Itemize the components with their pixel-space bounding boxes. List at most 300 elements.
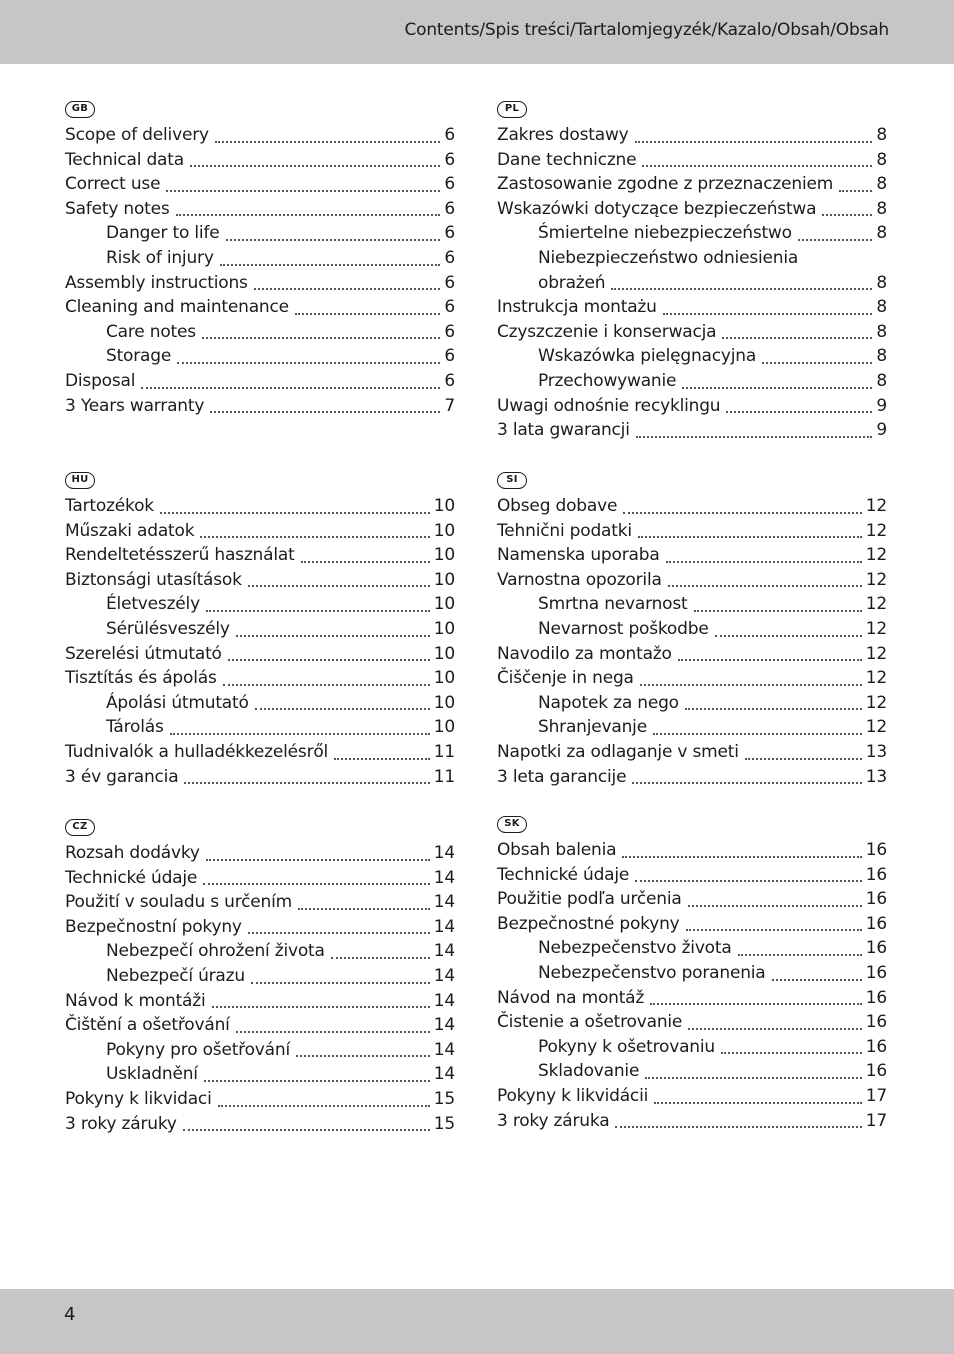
toc-entry-page: 14 — [433, 941, 455, 962]
toc-entry-label: Navodilo za montažo — [497, 643, 672, 664]
dot-leader — [666, 561, 862, 563]
toc-entry-page: 6 — [444, 272, 455, 293]
dot-leader — [645, 1077, 862, 1079]
toc-entry — [497, 1109, 887, 1134]
toc-section-sk — [497, 811, 887, 1133]
toc-entry-label: Safety notes — [65, 198, 170, 219]
toc-entry-label: Életveszély — [106, 594, 200, 615]
toc-entry-label: Namenska uporaba — [497, 545, 660, 566]
dot-leader — [688, 1028, 862, 1030]
dot-leader — [206, 610, 430, 612]
toc-entry-page: 6 — [444, 346, 455, 367]
toc-entry — [65, 1062, 455, 1087]
toc-entry — [65, 494, 455, 519]
toc-entry — [65, 592, 455, 617]
toc-entry-label: Pokyny k likvidaci — [65, 1088, 212, 1109]
toc-entry — [65, 320, 455, 345]
dot-leader — [236, 635, 430, 637]
dot-leader — [694, 610, 862, 612]
toc-entry — [65, 148, 455, 173]
dot-leader — [226, 239, 441, 241]
toc-entry-page: 16 — [865, 864, 887, 885]
toc-entry — [65, 691, 455, 716]
dot-leader — [772, 979, 862, 981]
dot-leader — [635, 141, 873, 143]
toc-list — [497, 838, 887, 1133]
toc-entry-page: 8 — [876, 272, 887, 293]
toc-entry-label: Scope of delivery — [65, 125, 209, 145]
toc-entry — [497, 271, 887, 296]
toc-entry-label: 3 lata gwarancji — [497, 420, 630, 441]
toc-entry-page: 10 — [433, 569, 455, 590]
toc-entry-label: 3 leta garancije — [497, 766, 627, 787]
page-number: 4 — [64, 1304, 76, 1325]
toc-entry-page: 11 — [433, 741, 455, 762]
dot-leader — [822, 214, 872, 216]
toc-entry-page: 10 — [433, 618, 455, 639]
toc-entry-page: 11 — [433, 766, 455, 787]
toc-entry — [65, 866, 455, 891]
dot-leader — [622, 856, 861, 858]
toc-entry — [65, 715, 455, 740]
toc-entry-label: Biztonsági utasítások — [65, 569, 242, 590]
toc-entry — [65, 568, 455, 593]
toc-entry — [497, 1010, 887, 1035]
dot-leader — [251, 982, 430, 984]
dot-leader — [738, 954, 862, 956]
toc-entry-page: 6 — [444, 370, 455, 391]
dot-leader — [678, 659, 862, 661]
toc-entry-label: Niebezpieczeństwo odniesienia — [538, 247, 799, 268]
toc-entry — [497, 715, 887, 740]
toc-entry — [497, 642, 887, 667]
toc-entry-label: Correct use — [65, 174, 161, 195]
toc-entry-label: obrażeń — [538, 272, 606, 293]
toc-entry-page: 16 — [865, 1012, 887, 1033]
toc-section-cz — [65, 814, 455, 1136]
toc-entry-label: Skladovanie — [538, 1061, 640, 1082]
toc-entry — [65, 964, 455, 989]
toc-entry — [497, 418, 887, 443]
toc-entry-page: 12 — [865, 520, 887, 541]
dot-leader — [623, 512, 862, 514]
dot-leader — [248, 932, 430, 934]
dot-leader — [334, 758, 430, 760]
toc-entry — [497, 1059, 887, 1084]
toc-entry-page: 9 — [876, 420, 887, 441]
toc-list — [65, 841, 455, 1136]
toc-entry — [65, 519, 455, 544]
toc-entry — [497, 519, 887, 544]
dot-leader — [331, 957, 430, 959]
toc-entry-page: 6 — [444, 149, 455, 170]
dot-leader — [183, 1129, 430, 1131]
dot-leader — [210, 411, 440, 413]
toc-entry — [497, 197, 887, 222]
toc-list — [65, 494, 455, 789]
toc-entry-page: 6 — [444, 223, 455, 244]
toc-entry-label: Szerelési útmutató — [65, 643, 222, 664]
toc-entry-label: Instrukcja montażu — [497, 297, 657, 318]
dot-leader — [220, 264, 441, 266]
dot-leader — [204, 1080, 430, 1082]
toc-entry-label: Napotki za odlaganje v smeti — [497, 741, 739, 762]
toc-entry — [497, 148, 887, 173]
toc-entry-page: 12 — [865, 545, 887, 566]
toc-entry-label: Rendeltetésszerű használat — [65, 545, 295, 566]
toc-entry-page: 12 — [865, 594, 887, 615]
toc-entry — [65, 939, 455, 964]
toc-entry-label: Zastosowanie zgodne z przeznaczeniem — [497, 174, 834, 195]
toc-entry-page: 15 — [433, 1088, 455, 1109]
dot-leader — [654, 1102, 862, 1104]
toc-entry — [497, 838, 887, 863]
toc-entry-label: Technical data — [65, 149, 184, 170]
toc-entry-page: 14 — [433, 892, 455, 913]
toc-entry — [65, 1013, 455, 1038]
toc-entry-label: Tárolás — [106, 717, 164, 738]
toc-entry-page: 6 — [444, 174, 455, 195]
dot-leader — [611, 288, 872, 290]
toc-entry — [497, 863, 887, 888]
dot-leader — [726, 411, 872, 413]
dot-leader — [236, 1031, 430, 1033]
toc-entry-page: 8 — [876, 125, 887, 145]
toc-entry — [65, 666, 455, 691]
toc-entry-page: 6 — [444, 297, 455, 318]
toc-entry — [65, 989, 455, 1014]
toc-entry-label: Nebezpečí úrazu — [106, 965, 245, 986]
toc-entry — [497, 740, 887, 765]
toc-entry-page: 14 — [433, 1064, 455, 1085]
dot-leader — [218, 1105, 430, 1107]
toc-entry-page: 10 — [433, 545, 455, 566]
toc-entry — [497, 369, 887, 394]
toc-entry-page: 14 — [433, 965, 455, 986]
toc-entry — [497, 592, 887, 617]
header-bar — [0, 0, 954, 64]
toc-entry-label: Tisztítás és ápolás — [65, 668, 217, 689]
dot-leader — [202, 337, 440, 339]
toc-list — [497, 123, 887, 443]
country-badge-si: SI — [497, 472, 527, 489]
toc-entry — [65, 271, 455, 296]
toc-entry-page: 10 — [433, 496, 455, 516]
dot-leader — [721, 1052, 862, 1054]
toc-entry — [497, 494, 887, 519]
toc-entry-label: Wskazówki dotyczące bezpieczeństwa — [497, 198, 817, 219]
toc-entry-page: 8 — [876, 149, 887, 170]
toc-entry — [65, 642, 455, 667]
toc-entry-label: Przechowywanie — [538, 370, 677, 391]
toc-entry — [497, 123, 887, 148]
country-badge-hu: HU — [65, 472, 95, 489]
toc-entry — [497, 172, 887, 197]
toc-entry-label: Uwagi odnośnie recyklingu — [497, 395, 721, 416]
country-badge-cz: CZ — [65, 819, 95, 836]
dot-leader — [254, 288, 441, 290]
toc-entry — [65, 123, 455, 148]
toc-entry — [65, 295, 455, 320]
dot-leader — [632, 782, 861, 784]
dot-leader — [640, 684, 862, 686]
toc-entry — [497, 394, 887, 419]
toc-entry-page: 6 — [444, 198, 455, 219]
toc-section-gb — [65, 96, 455, 418]
toc-entry-label: Risk of injury — [106, 247, 214, 268]
toc-entry — [497, 666, 887, 691]
toc-entry-page: 8 — [876, 223, 887, 244]
dot-leader — [663, 313, 873, 315]
dot-leader — [638, 536, 862, 538]
toc-entry-label: Čistenie a ošetrovanie — [497, 1012, 683, 1033]
dot-leader — [223, 684, 430, 686]
toc-entry-label: Assembly instructions — [65, 272, 248, 293]
toc-entry-page: 8 — [876, 346, 887, 367]
country-badge-gb: GB — [65, 101, 95, 118]
toc-entry-page: 12 — [865, 643, 887, 664]
toc-entry-label: Storage — [106, 346, 172, 367]
toc-entry — [497, 617, 887, 642]
toc-entry-page: 16 — [865, 840, 887, 860]
dot-leader — [184, 782, 429, 784]
dot-leader — [296, 1055, 430, 1057]
toc-entry-label: Uskladnění — [106, 1064, 198, 1085]
toc-entry-page: 17 — [865, 1085, 887, 1106]
toc-entry — [65, 197, 455, 222]
dot-leader — [798, 239, 873, 241]
toc-section-hu — [65, 467, 455, 789]
dot-leader — [200, 536, 429, 538]
toc-entry-label: Bezpečnostné pokyny — [497, 913, 680, 934]
dot-leader — [635, 880, 862, 882]
toc-entry-page: 13 — [865, 741, 887, 762]
toc-entry-page: 16 — [865, 938, 887, 959]
toc-entry-label: Nebezpečí ohrožení života — [106, 941, 325, 962]
toc-entry-page: 16 — [865, 962, 887, 983]
country-badge-pl: PL — [497, 101, 527, 118]
dot-leader — [228, 659, 430, 661]
toc-entry-page: 13 — [865, 766, 887, 787]
toc-entry-label: Čištění a ošetřování — [65, 1015, 230, 1036]
toc-entry — [65, 617, 455, 642]
dot-leader — [686, 929, 862, 931]
toc-entry-page: 14 — [433, 916, 455, 937]
toc-entry-label: Napotek za nego — [538, 692, 679, 713]
toc-entry-label: Čiščenje in nega — [497, 668, 634, 689]
toc-entry — [497, 543, 887, 568]
toc-entry-label: Použití v souladu s určením — [65, 892, 292, 913]
toc-entry-label: Obseg dobave — [497, 496, 618, 516]
toc-entry-page: 10 — [433, 520, 455, 541]
toc-entry-page: 12 — [865, 717, 887, 738]
dot-leader — [642, 165, 872, 167]
dot-leader — [722, 337, 872, 339]
toc-entry-label: 3 roky záruka — [497, 1110, 610, 1131]
toc-entry — [497, 887, 887, 912]
toc-entry — [65, 740, 455, 765]
toc-entry-page: 10 — [433, 717, 455, 738]
toc-entry-page: 10 — [433, 594, 455, 615]
dot-leader — [653, 733, 862, 735]
dot-leader — [685, 708, 862, 710]
dot-leader — [745, 758, 862, 760]
toc-entry-page: 10 — [433, 643, 455, 664]
toc-entry-label: Wskazówka pielęgnacyjna — [538, 346, 757, 367]
toc-entry — [65, 394, 455, 419]
toc-entry — [65, 1038, 455, 1063]
toc-entry — [497, 765, 887, 790]
toc-entry — [497, 568, 887, 593]
toc-entry-page: 16 — [865, 987, 887, 1008]
toc-entry-label: Műszaki adatok — [65, 520, 195, 541]
toc-entry-page: 14 — [433, 843, 455, 863]
toc-entry-label: Nevarnost poškodbe — [538, 618, 709, 639]
toc-entry-label: Smrtna nevarnost — [538, 594, 688, 615]
toc-entry — [65, 915, 455, 940]
dot-leader — [688, 905, 862, 907]
dot-leader — [160, 512, 430, 514]
toc-entry-page: 6 — [444, 125, 455, 145]
toc-entry-page: 8 — [876, 198, 887, 219]
dot-leader — [212, 1006, 430, 1008]
toc-entry-label: Shranjevanje — [538, 717, 647, 738]
toc-entry — [65, 344, 455, 369]
toc-list — [65, 123, 455, 418]
toc-entry-label: Czyszczenie i konserwacja — [497, 321, 717, 342]
toc-entry-page: 12 — [865, 618, 887, 639]
toc-entry-page: 6 — [444, 321, 455, 342]
toc-entry-label: Obsah balenia — [497, 840, 617, 860]
toc-entry-label: 3 év garancia — [65, 766, 179, 787]
toc-entry — [497, 912, 887, 937]
dot-leader — [295, 313, 440, 315]
toc-entry-page: 14 — [433, 1015, 455, 1036]
dot-leader — [839, 190, 872, 192]
page-title: Contents/Spis treści/Tartalomjegyzék/Kazalo/Obsah/Obsah — [404, 20, 889, 40]
toc-entry-label: Nebezpečenstvo života — [538, 938, 732, 959]
toc-section-si — [497, 467, 887, 789]
toc-entry-label: 3 roky záruky — [65, 1113, 177, 1134]
toc-entry-label: Návod k montáži — [65, 990, 206, 1011]
country-badge-sk: SK — [497, 816, 527, 833]
toc-entry-label: Varnostna opozorila — [497, 569, 662, 590]
dot-leader — [206, 859, 430, 861]
toc-entry-label: Cleaning and maintenance — [65, 297, 289, 318]
toc-entry-page: 14 — [433, 1039, 455, 1060]
dot-leader — [215, 141, 441, 143]
toc-entry-page: 10 — [433, 692, 455, 713]
toc-entry-label: Návod na montáž — [497, 987, 645, 1008]
footer-bar — [0, 1289, 954, 1354]
dot-leader — [170, 733, 430, 735]
toc-entry — [65, 172, 455, 197]
toc-entry-page: 9 — [876, 395, 887, 416]
toc-entry-label: Ápolási útmutató — [106, 692, 249, 713]
toc-entry — [497, 691, 887, 716]
toc-entry-page: 16 — [865, 913, 887, 934]
toc-entry — [65, 221, 455, 246]
toc-entry — [497, 246, 887, 271]
toc-entry-page: 8 — [876, 174, 887, 195]
toc-entry-label: Tartozékok — [65, 496, 154, 516]
toc-entry-label: Disposal — [65, 370, 136, 391]
dot-leader — [255, 708, 430, 710]
toc-entry-page: 16 — [865, 1061, 887, 1082]
dot-leader — [682, 387, 872, 389]
toc-entry-label: Dane techniczne — [497, 149, 637, 170]
toc-entry-page: 8 — [876, 321, 887, 342]
toc-entry-label: Care notes — [106, 321, 196, 342]
toc-entry-label: Nebezpečenstvo poranenia — [538, 962, 766, 983]
toc-entry — [497, 1035, 887, 1060]
toc-entry-label: Rozsah dodávky — [65, 843, 200, 863]
toc-entry — [65, 246, 455, 271]
toc-entry — [497, 986, 887, 1011]
toc-entry — [497, 344, 887, 369]
toc-entry — [497, 320, 887, 345]
dot-leader — [298, 908, 430, 910]
toc-entry-label: Technické údaje — [65, 867, 198, 888]
toc-entry — [65, 890, 455, 915]
toc-entry-label: Tehnični podatki — [497, 520, 632, 541]
toc-entry-page: 8 — [876, 370, 887, 391]
dot-leader — [650, 1003, 862, 1005]
dot-leader — [176, 214, 441, 216]
toc-entry-page: 15 — [433, 1113, 455, 1134]
toc-entry — [497, 295, 887, 320]
dot-leader — [248, 585, 430, 587]
toc-entry-label: Pokyny pro ošetřování — [106, 1039, 290, 1060]
toc-entry-page: 12 — [865, 668, 887, 689]
dot-leader — [615, 1126, 861, 1128]
toc-entry-page: 14 — [433, 867, 455, 888]
toc-entry-label: Použitie podľa určenia — [497, 889, 682, 910]
toc-section-pl — [497, 96, 887, 443]
dot-leader — [762, 362, 872, 364]
toc-entry-label: Śmiertelne niebezpieczeństwo — [538, 223, 792, 244]
toc-entry — [65, 765, 455, 790]
toc-entry — [65, 543, 455, 568]
dot-leader — [715, 635, 862, 637]
toc-entry-page: 7 — [444, 395, 455, 416]
toc-entry-label: Zakres dostawy — [497, 125, 629, 145]
dot-leader — [141, 387, 440, 389]
toc-entry-label: Pokyny k likvidácii — [497, 1085, 649, 1106]
dot-leader — [190, 165, 440, 167]
toc-list — [497, 494, 887, 789]
dot-leader — [301, 561, 430, 563]
toc-entry-page: 17 — [865, 1110, 887, 1131]
toc-entry-page: 10 — [433, 668, 455, 689]
toc-entry-label: Danger to life — [106, 223, 220, 244]
toc-entry-page: 16 — [865, 1036, 887, 1057]
toc-entry-page: 14 — [433, 990, 455, 1011]
toc-entry-label: Tudnivalók a hulladékkezelésről — [65, 741, 329, 762]
toc-entry-page: 12 — [865, 692, 887, 713]
toc-entry-label: 3 Years warranty — [65, 395, 205, 416]
dot-leader — [668, 585, 862, 587]
toc-entry — [497, 1084, 887, 1109]
toc-entry — [65, 1112, 455, 1137]
dot-leader — [177, 362, 440, 364]
toc-entry — [65, 841, 455, 866]
toc-entry — [65, 369, 455, 394]
toc-entry-label: Pokyny k ošetrovaniu — [538, 1036, 715, 1057]
toc-entry-page: 16 — [865, 889, 887, 910]
toc-entry-label: Sérülésveszély — [106, 618, 230, 639]
toc-entry-page: 8 — [876, 297, 887, 318]
